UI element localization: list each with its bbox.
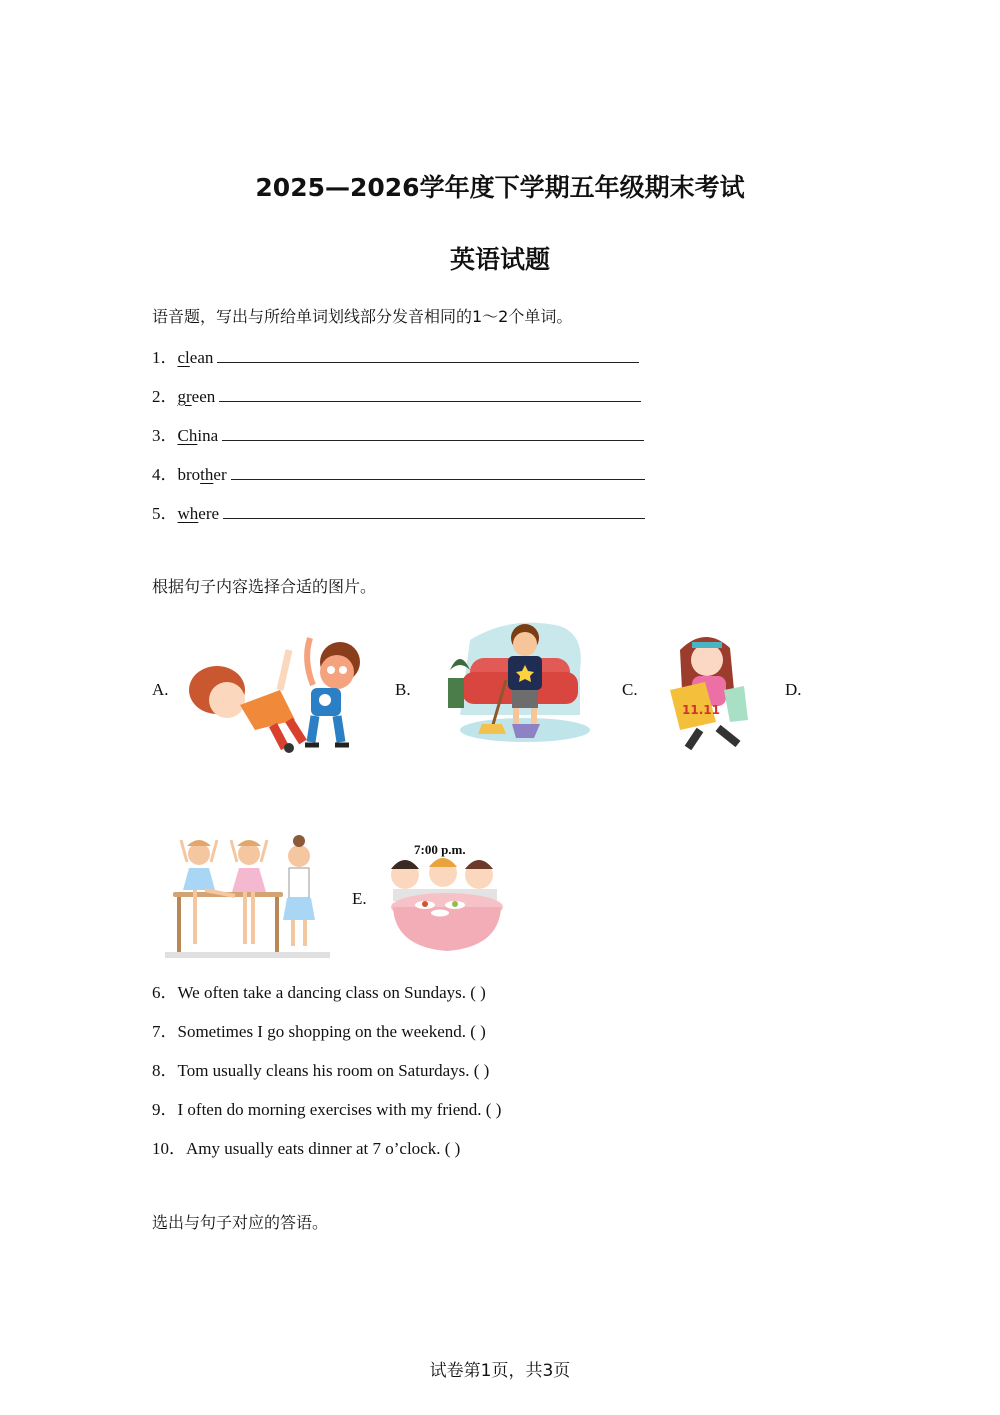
underlined-part: gr (177, 387, 192, 406)
option-label-b: B. (395, 680, 411, 699)
option-label-d: D. (785, 680, 802, 699)
picture-e-dinner (385, 855, 510, 955)
question-9: 9．I often do morning exercises with my friend. ( ) (152, 1100, 502, 1119)
page-footer: 试卷第1页，共3页 (429, 1361, 571, 1381)
phonics-item-3: 3．China (152, 421, 644, 446)
underlined-part: th (200, 465, 214, 484)
answer-blank[interactable] (217, 348, 639, 363)
picture-a-exercise (185, 630, 375, 755)
section2-instruction: 根据句子内容选择合适的图片。 (152, 577, 377, 596)
picture-b-cleaning (440, 620, 595, 748)
picture-e-time-label: 7:00 p.m. (414, 842, 466, 857)
option-label-e: E. (352, 889, 367, 908)
subject-title: 英语试题 (449, 245, 550, 274)
phonics-item-5: 5．where (152, 499, 645, 524)
answer-blank[interactable] (231, 465, 645, 480)
question-6: 6．We often take a dancing class on Sundays. ( ) (152, 983, 486, 1002)
answer-blank[interactable] (222, 426, 644, 441)
section1-instruction: 语音题，写出与所给单词划线部分发音相同的1～2个单词。 (152, 307, 573, 326)
answer-blank[interactable] (223, 504, 645, 519)
picture-d-dancing (165, 832, 330, 960)
picture-c-shopping (660, 630, 760, 752)
phonics-item-2: 2．green (152, 382, 641, 407)
answer-blank[interactable] (219, 387, 641, 402)
svg-text:11.11: 11.11 (682, 703, 720, 717)
phonics-item-4: 4．brother (152, 460, 645, 485)
underlined-part: cl (177, 348, 190, 367)
exam-title: 2025—2026学年度下学期五年级期末考试 (255, 173, 745, 202)
option-label-a: A. (152, 680, 169, 699)
question-10: 10．Amy usually eats dinner at 7 o’clock. ( ) (152, 1139, 461, 1158)
option-label-c: C. (622, 680, 638, 699)
question-7: 7．Sometimes I go shopping on the weekend. ( ) (152, 1022, 486, 1041)
question-8: 8．Tom usually cleans his room on Saturdays. ( ) (152, 1061, 490, 1080)
phonics-item-1: 1．clean (152, 343, 639, 368)
section3-instruction: 选出与句子对应的答语。 (152, 1213, 329, 1232)
underlined-part: wh (177, 504, 199, 523)
underlined-part: Ch (177, 426, 198, 445)
